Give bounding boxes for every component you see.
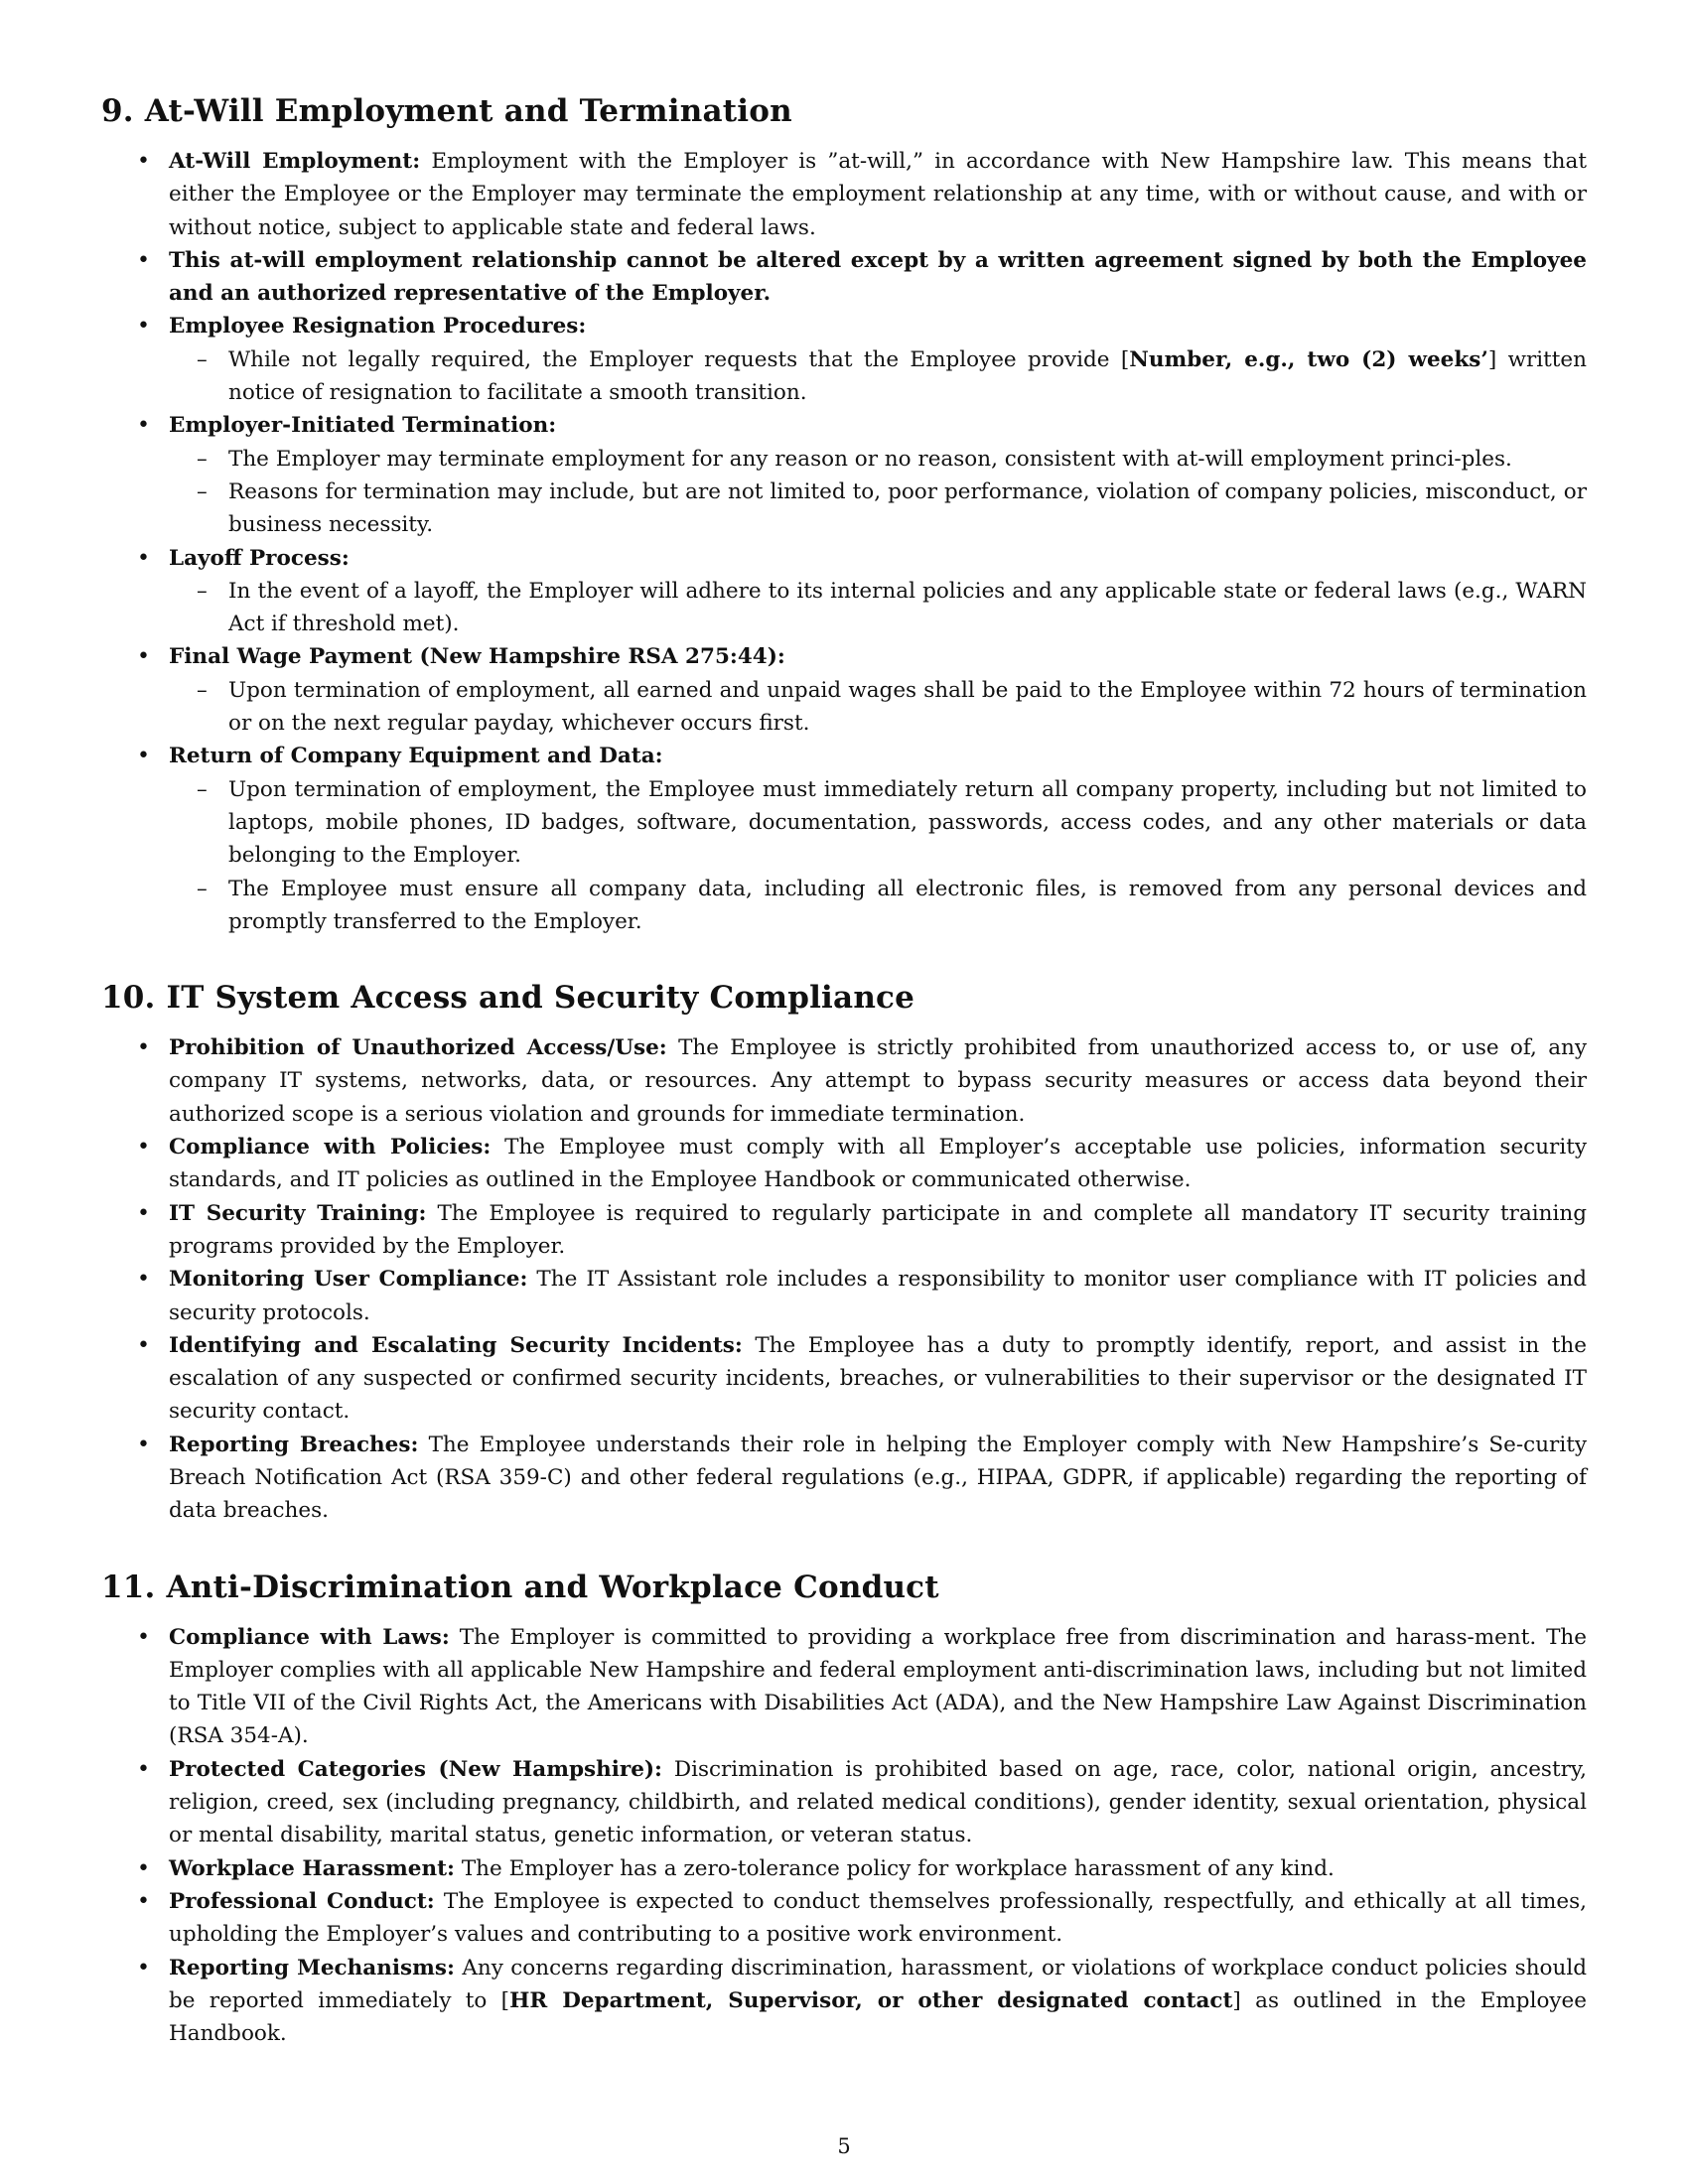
list-item	[101, 1753, 1587, 1852]
item-label: Compliance with Laws:	[169, 1624, 450, 1650]
section-9	[101, 91, 1587, 938]
document-page	[101, 91, 1587, 2090]
sub-list	[169, 773, 1587, 938]
sub-list	[169, 674, 1587, 741]
item-text: Employment with the Employer is ”at-will,” in accordance with New Hampshire law. This means that either the Employee or the Employer may terminate the employment relationship at any time, with or without cause, and with or without notice, subject to applicable state and federal laws.	[169, 149, 1587, 240]
item-label: Compliance with Policies:	[169, 1135, 492, 1160]
list-item	[101, 310, 1587, 409]
item-text: The Employee must comply with all Employer’s acceptable use policies, information security standards, and IT policies as outlined in the Employee Handbook or communicated otherwise.	[169, 1135, 1587, 1193]
item-label: Professional Conduct:	[169, 1888, 435, 1914]
item-label: Final Wage Payment (New Hampshire RSA 275:44):	[169, 644, 785, 670]
item-text: Discrimination is prohibited based on age, race, color, national origin, ancestry, religion, creed, sex (including pregnancy, childbirth, and related medical conditions), gender identity, sexual orientation, physical or mental disability, marital status, genetic information, or veteran status.	[169, 1756, 1587, 1848]
section-11-title: 11. Anti-Discrimination and Workplace Conduct	[101, 1569, 939, 1605]
item-label: Protected Categories (New Hampshire):	[169, 1756, 662, 1782]
list-item	[101, 244, 1587, 311]
list-item	[101, 145, 1587, 244]
list-item	[101, 1621, 1587, 1753]
sub-item-text: While not legally required, the Employer requests that the Employee provide [	[228, 346, 1130, 372]
item-label: Employee Resignation Procedures:	[169, 314, 587, 340]
item-label: At-Will Employment:	[169, 149, 421, 174]
list-item	[101, 1952, 1587, 2051]
page-number: 5	[837, 2134, 851, 2158]
list-item	[101, 1031, 1587, 1131]
item-label: Reporting Breaches:	[169, 1432, 419, 1457]
sub-item: – Upon termination of employment, the Employee must immediately return all company property, including but not limited to laptops, mobile phones, ID badges, software, documentation, passwords, access codes, and any other materials or data belonging to the Employer.	[169, 773, 1587, 873]
section-10-list	[101, 1031, 1587, 1527]
item-label: Employer-Initiated Termination:	[169, 413, 557, 439]
item-text: The Employee understands their role in helping the Employer comply with New Hampshire’s Se-curity Breach Notification Act (RSA 359-C) and other federal regulations (e.g., HIPAA, GDPR, if applicable) regarding the reporting of data breaches.	[169, 1432, 1587, 1524]
item-text: The Employee is strictly prohibited from unauthorized access to, or use of, any company IT systems, networks, data, or resources. Any attempt to bypass security measures or access data beyond their authorized scope is a serious violation and grounds for immediate termination.	[169, 1035, 1588, 1127]
sub-item-text: ] written notice of resignation to facilitate a smooth transition.	[228, 346, 1587, 406]
list-item	[101, 1429, 1587, 1528]
sub-item: – Upon termination of employment, all earned and unpaid wages shall be paid to the Employee within 72 hours of termination or on the next regular payday, whichever occurs first.	[169, 674, 1587, 741]
item-label: IT Security Training:	[169, 1200, 427, 1226]
item-label: Prohibition of Unauthorized Access/Use:	[169, 1035, 667, 1061]
sub-list	[169, 575, 1587, 641]
item-label: This at-will employment relationship cannot be altered except by a written agreement signed by both the Employee and an authorized representative of the Employer.	[169, 247, 1587, 307]
list-item	[101, 1329, 1587, 1429]
sub-item: – The Employee must ensure all company data, including all electronic files, is removed from any personal devices and promptly transferred to the Employer.	[169, 873, 1587, 939]
item-label: Monitoring User Compliance:	[169, 1267, 528, 1293]
placeholder-notice-period: Number, e.g., two (2) weeks’	[1129, 346, 1488, 372]
list-item	[101, 1197, 1587, 1264]
sub-list	[169, 343, 1587, 410]
item-label: Layoff Process:	[169, 545, 350, 571]
list-item	[101, 1885, 1587, 1952]
sub-list	[169, 443, 1587, 542]
list-item	[101, 409, 1587, 541]
list-item	[101, 640, 1587, 740]
sub-item: – In the event of a layoff, the Employer will adhere to its internal policies and any applicable state or federal laws (e.g., WARN Act if threshold met).	[169, 575, 1587, 641]
section-11-list	[101, 1621, 1587, 2051]
item-text: Any concerns regarding discrimination, harassment, or violations of workplace conduct policies should be reported immediately to [	[169, 1955, 1587, 2013]
section-10	[101, 978, 1587, 1527]
item-text: The IT Assistant role includes a responsibility to monitor user compliance with IT policies and security protocols.	[169, 1267, 1587, 1325]
section-9-title: 9. At-Will Employment and Termination	[101, 93, 792, 129]
list-item	[101, 1263, 1587, 1329]
list-item	[101, 542, 1587, 641]
list-item	[101, 1852, 1587, 1885]
section-9-list	[101, 145, 1587, 938]
item-text: The Employee is expected to conduct themselves professionally, respectfully, and ethically at all times, upholding the Employer’s values and contributing to a positive work environment.	[169, 1888, 1587, 1948]
section-10-title: 10. IT System Access and Security Compliance	[101, 980, 915, 1017]
item-text: ] as outlined in the Employee Handbook.	[169, 1987, 1587, 2047]
item-label: Return of Company Equipment and Data:	[169, 744, 663, 769]
placeholder-contact: HR Department, Supervisor, or other designated contact	[509, 1987, 1233, 2013]
item-label: Workplace Harassment:	[169, 1855, 455, 1881]
item-label: Identifying and Escalating Security Incidents:	[169, 1332, 743, 1358]
item-text: The Employer is committed to providing a workplace free from discrimination and harass-ment. The Employer complies with all applicable New Hampshire and federal employment anti-discrimination laws, including but not limited to Title VII of the Civil Rights Act, the Americans with Disabilities Act (ADA), and the New Hampshire Law Against Discrimination (RSA 354-A).	[169, 1624, 1587, 1749]
sub-item	[169, 343, 1587, 410]
sub-item: – The Employer may terminate employment for any reason or no reason, consistent with at-will employment princi-ples.	[169, 443, 1587, 476]
list-item	[101, 1131, 1587, 1197]
section-11	[101, 1568, 1587, 2051]
item-label: Reporting Mechanisms:	[169, 1955, 455, 1980]
item-text: The Employee is required to regularly participate in and complete all mandatory IT security training programs provided by the Employer.	[169, 1200, 1587, 1259]
sub-item: – Reasons for termination may include, but are not limited to, poor performance, violation of company policies, misconduct, or business necessity.	[169, 476, 1587, 542]
item-text: The Employer has a zero-tolerance policy for workplace harassment of any kind.	[454, 1855, 1335, 1881]
list-item	[101, 740, 1587, 938]
item-text: The Employee has a duty to promptly identify, report, and assist in the escalation of any suspected or confirmed security incidents, breaches, or vulnerabilities to their supervisor or the designated IT security contact.	[169, 1332, 1587, 1425]
